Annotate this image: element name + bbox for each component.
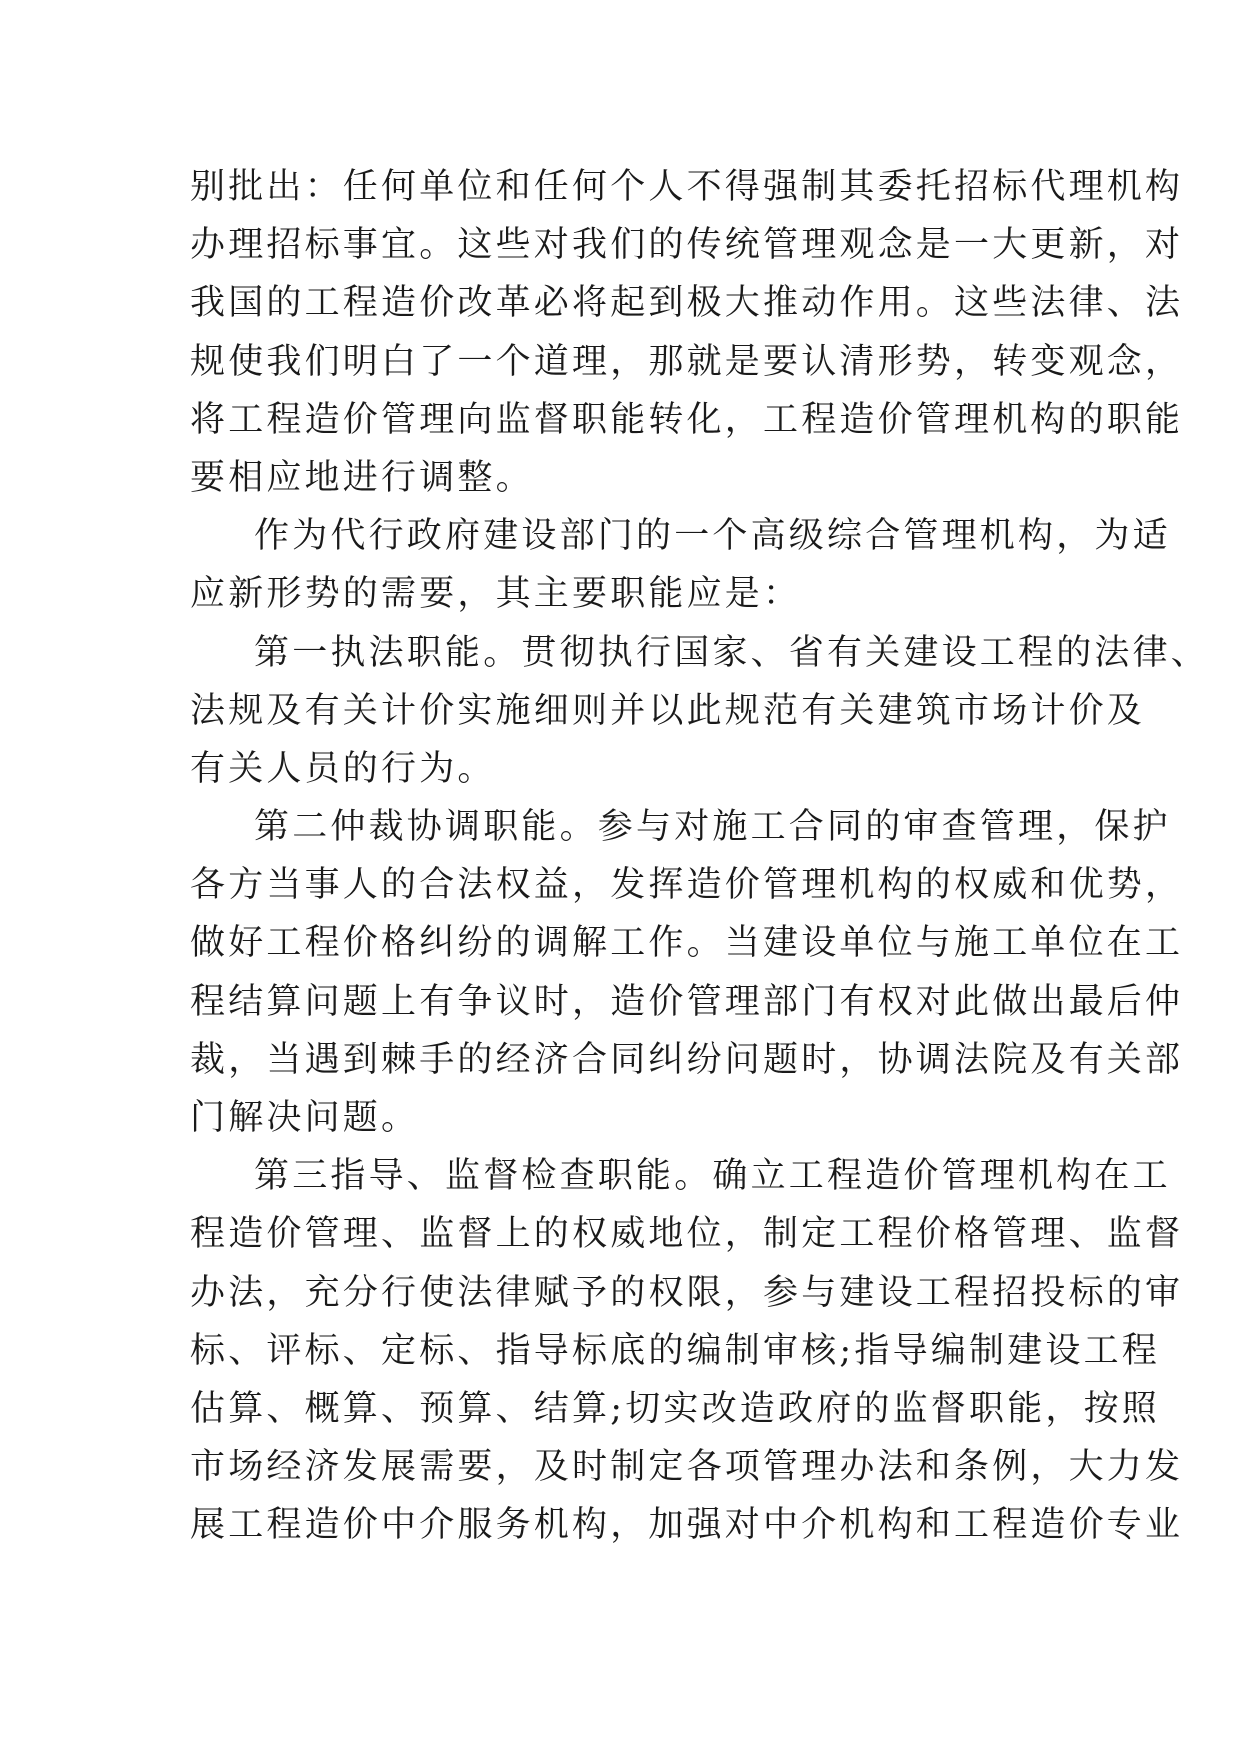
text-line: 标、评标、定标、指导标底的编制审核;指导编制建设工程 [190, 1330, 1160, 1371]
text-line: 展工程造价中介服务机构，加强对中介机构和工程造价专业 [190, 1505, 1184, 1546]
text-line: 要相应地进行调整。 [190, 457, 534, 498]
text-line: 程结算问题上有争议时，造价管理部门有权对此做出最后仲 [190, 981, 1184, 1022]
text-line: 门解决问题。 [190, 1098, 420, 1138]
text-line: 办法，充分行使法律赋予的权限，参与建设工程招投标的审 [190, 1272, 1184, 1313]
text-line: 各方当事人的合法权益，发挥造价管理机构的权威和优势， [190, 865, 1184, 906]
text-line: 应新形势的需要，其主要职能应是： [190, 574, 802, 615]
text-line: 办理招标事宜。这些对我们的传统管理观念是一大更新，对 [190, 225, 1184, 266]
text-line: 市场经济发展需要，及时制定各项管理办法和条例，大力发 [190, 1447, 1184, 1488]
paragraph-start-line: 作为代行政府建设部门的一个高级综合管理机构，为适 [254, 516, 1171, 557]
paragraph-start-line: 第二仲裁协调职能。参与对施工合同的审查管理，保护 [254, 807, 1171, 848]
text-line: 裁，当遇到棘手的经济合同纠纷问题时，协调法院及有关部 [190, 1039, 1184, 1080]
text-line: 做好工程价格纠纷的调解工作。当建设单位与施工单位在工 [190, 923, 1184, 964]
text-line: 别批出：任何单位和任何个人不得强制其委托招标代理机构 [190, 167, 1184, 207]
text-line: 程造价管理、监督上的权威地位，制定工程价格管理、监督 [190, 1214, 1184, 1255]
paragraph-start-line: 第三指导、监督检查职能。确立工程造价管理机构在工 [254, 1156, 1171, 1197]
text-line: 将工程造价管理向监督职能转化，工程造价管理机构的职能 [190, 399, 1184, 440]
body-text [190, 158, 1210, 1555]
text-line: 规使我们明白了一个道理，那就是要认清形势，转变观念， [190, 341, 1184, 382]
text-line: 法规及有关计价实施细则并以此规范有关建筑市场计价及 [190, 690, 1146, 731]
text-line: 我国的工程造价改革必将起到极大推动作用。这些法律、法 [190, 283, 1184, 324]
text-line: 有关人员的行为。 [190, 748, 496, 789]
text-line: 估算、概算、预算、结算;切实改造政府的监督职能，按照 [190, 1388, 1160, 1429]
paragraph-start-line: 第一执法职能。贯彻执行国家、省有关建设工程的法律、 [254, 632, 1210, 673]
